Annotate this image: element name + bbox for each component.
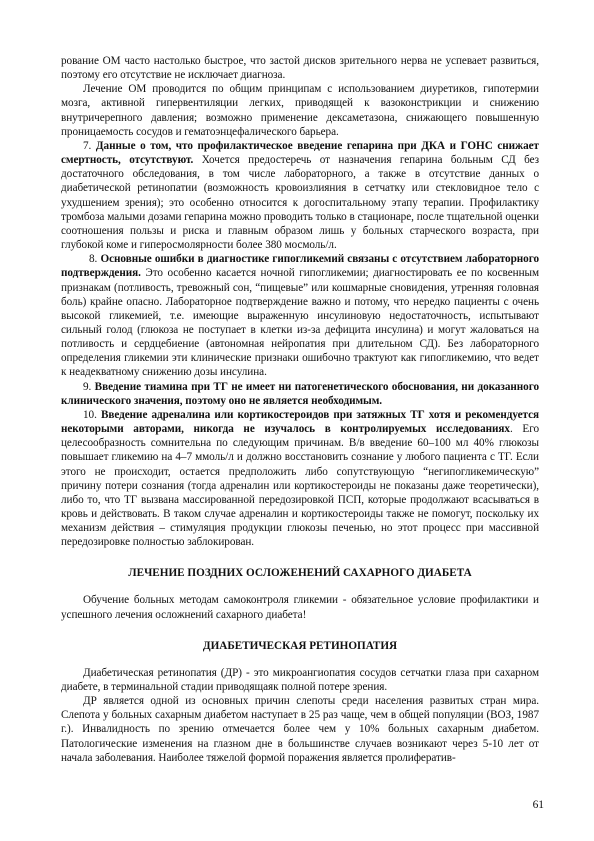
item-8-text: Это особенно касается ночной гипогликемии; диагностировать ее по косвенным признакам (потливость, тревожный сон, “пищевые” или кошмарные сновидения, утренняя головная боль) крайне опасно. Лабораторное подтверждение важно и потому, что нередко пациенты с очень высокой гликемией, т.е. имеющие выраженную инсулиновую недостаточность, испытывают сильный голод (глюкоза не поступает в клетки из-за дефицита инсулина) и могут жаловаться на потливость и сердцебиение (автономная нейропатия при длительном СД). Без лабораторного определения гликемии эти клинические признаки ошибочно трактуют как гипогликемию, что ведет к неадекватному снижению дозы инсулина. [61,267,540,379]
heading-retinopathy: ДИАБЕТИЧЕСКАЯ РЕТИНОПАТИЯ [202,639,398,652]
item-10-bold: Введение адреналина или кортикостероидов при затяжных ТГ хотя и рекомендуется некоторыми авторами, никогда не изучалось в контролируемых исследованиях [61,408,539,436]
item-8-number: 8. [89,253,98,266]
item-10-dot: . [509,423,513,436]
item-9 [61,380,539,408]
item-7-number: 7. [83,139,92,152]
paragraph-om-treatment: Лечение ОМ проводится по общим принципам с использованием диуретиков, гипотермии мозга, активной гипервентиляции легких, приводящей к вазоконстрикции и снижению внутричерепного давления; возможно применение дексаметазона, снижающего повышенную проницаемость сосудов и гематоэнцефалического барьера. [61,83,539,138]
paragraph-retinopathy-blindness: ДР является одной из основных причин слепоты среди населения развитых стран мира. Слепота у больных сахарным диабетом наступает в 25 раз чаще, чем в общей популяции (ВОЗ, 1987 г.). Инвалидность по зрению отмечается более чем у 10% больных сахарным диабетом. Патологические изменения на глазном дне в большинстве случаев возникают через 5-10 лет от начала заболевания. Наиболее тяжелой формой поражения является пролифератив- [61,695,539,764]
item-8-bold: Основные ошибки в диагностике гипогликемий связаны с отсутствием лабораторного подтверждения. [61,253,540,280]
item-9-number: 9. [83,380,92,393]
item-7-text: Хочется предостеречь от назначения гепарина больным СД без достаточного обследования, в том числе лабораторного, а также в отсутствие данных о диабетической ретинопатии (возможность кровоизлияния в сетчатку или стекловидное тело с ухудшением зрения); это особенно относится к догоспитальному этапу терапии. Профилактику тромбоза малыми дозами гепарина можно проводить только в стационаре, после тщательной оценки соотношения пользы и риска и главным образом лишь у больных старческого возраста, при глубокой коме и гиперосмолярности более 380 мосмоль/л. [61,154,539,252]
item-7 [61,139,539,252]
page-number: 61 [532,799,544,811]
item-7-bold: Данные о том, что профилактическое введение гепарина при ДКА и ГОНС снижает смертность, отсутствуют. [61,139,539,167]
paragraph-retinopathy-definition: Диабетическая ретинопатия (ДР) - это микроангиопатия сосудов сетчатки глаза при сахарном диабете, в терминальной стадии приводящаяк полной потере зрения. [61,666,539,693]
item-10-text: Его целесообразность сомнительна по следующим причинам. В/в введение 60–100 мл 40% глюкозы повышает гликемию на 4–7 ммоль/л и должно восстановить сознание у любого пациента с ТГ. Если этого не происходит, остается предположить либо сопутствующую “негипогликемическую” причину потери сознания (тогда адреналин или кортикостероиды не показаны даже теоретически), либо то, что ТГ вызвана массированной передозировкой ПСП, которые продолжают всасываться в кровь и действовать. В таком случае адреналин и кортикостероиды также не помогут, поскольку их механизм действия – стимуляция продукции глюкозы печенью, но этот процесс при массивной передозировке полностью заблокирован. [61,423,539,549]
heading-late-complications: ЛЕЧЕНИЕ ПОЗДНИХ ОСЛОЖЕНЕНИЙ САХАРНОГО ДИАБЕТА [128,567,472,580]
text-column [61,54,539,765]
item-10 [61,408,539,550]
item-9-bold: Введение тиамина при ТГ не имеет ни патогенетического обоснования, ни доказанного клинического значения, поэтому оно не является необходимым. [61,380,540,407]
paragraph-self-control: Обучение больных методам самоконтроля гликемии - обязательное условие профилактики и успешного лечения осложнений сахарного диабета! [61,594,539,621]
paragraph-continuation: рование ОМ часто настолько быстрое, что застой дисков зрительного нерва не успевает развиться, поэтому его отсутствие не исключает диагноза. [61,55,539,82]
item-10-number: 10. [83,408,97,421]
item-8 [61,252,539,379]
